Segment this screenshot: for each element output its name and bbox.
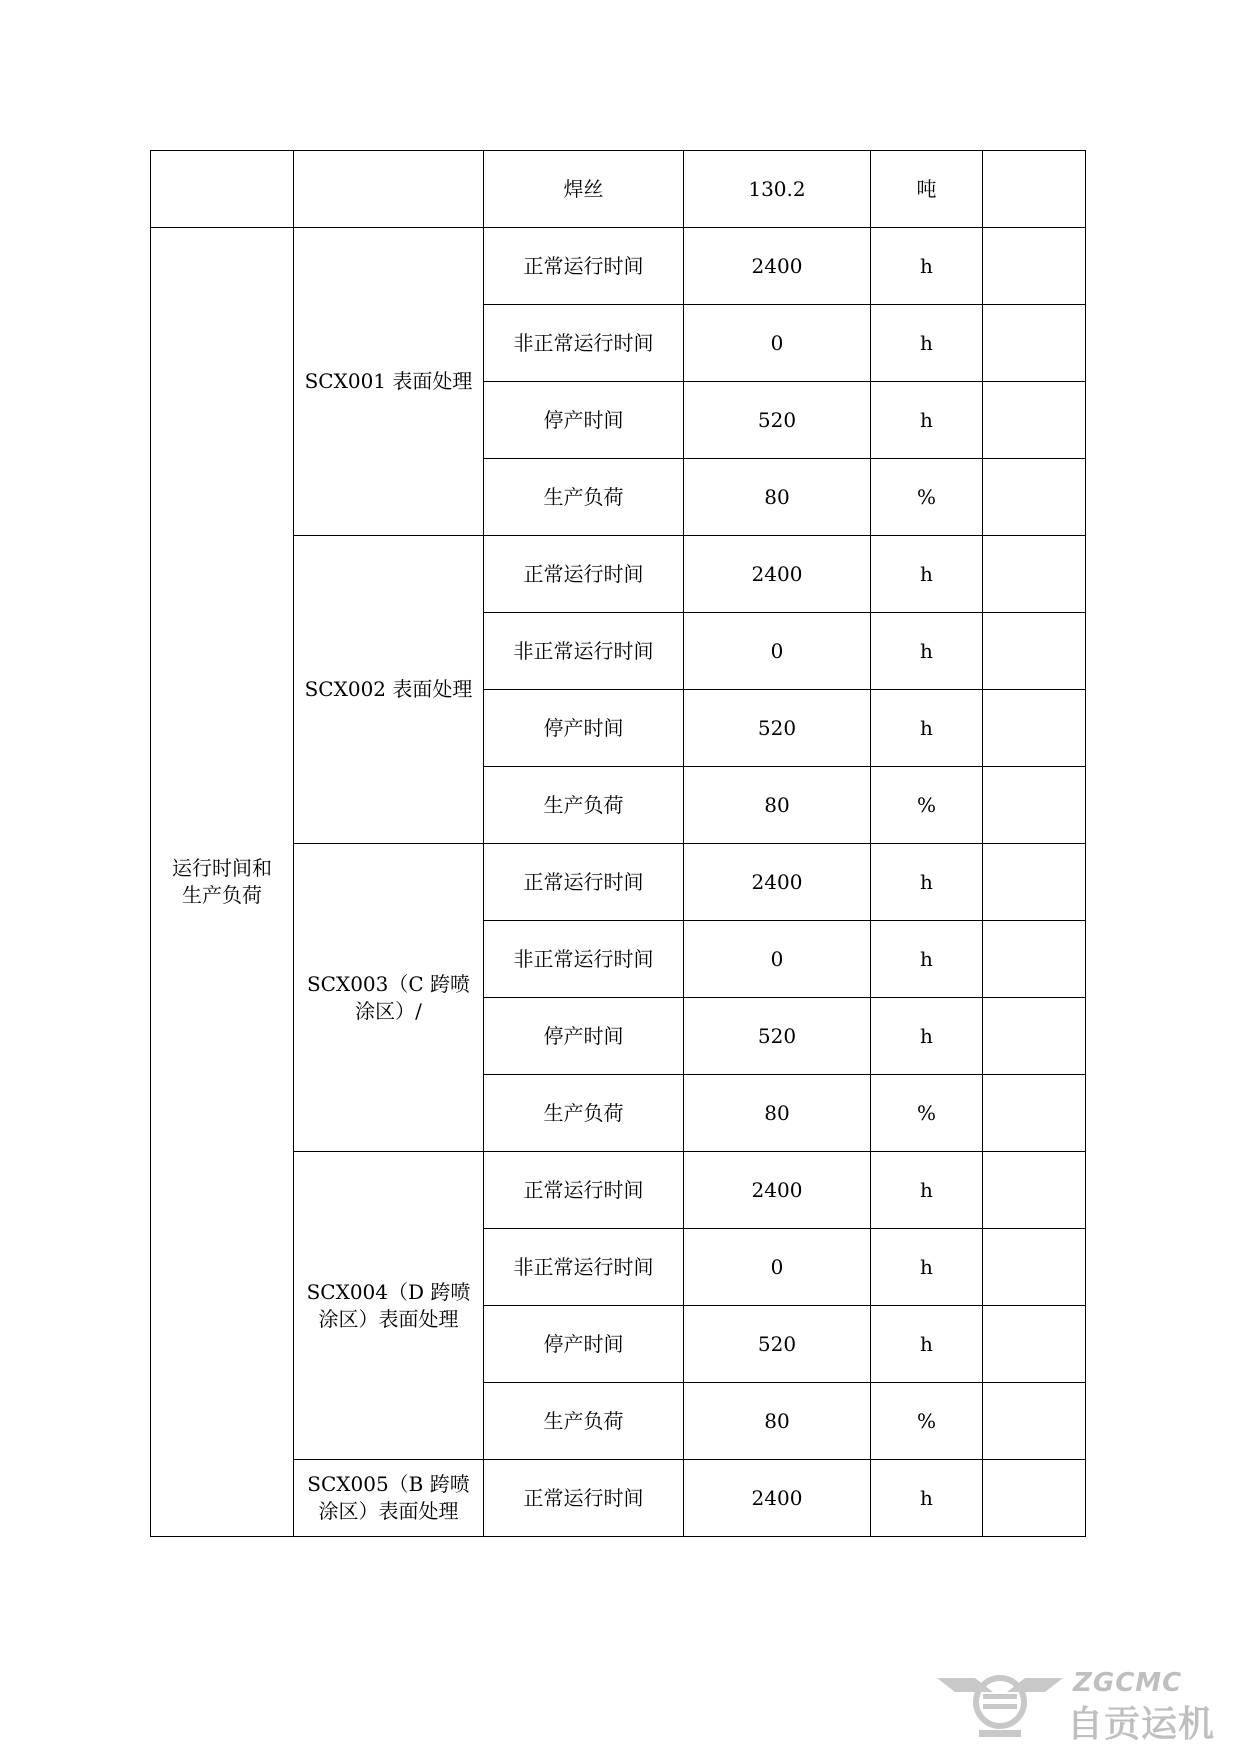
item-cell: 正常运行时间	[484, 228, 684, 305]
item-cell: 生产负荷	[484, 459, 684, 536]
item-cell: 生产负荷	[484, 1075, 684, 1152]
section-name-cell: SCX003（C 跨喷涂区）/	[294, 844, 484, 1152]
unit-cell: h	[871, 305, 983, 382]
value-cell: 0	[684, 1229, 871, 1306]
remark-cell	[983, 536, 1086, 613]
value-cell: 80	[684, 767, 871, 844]
item-cell: 生产负荷	[484, 1383, 684, 1460]
item-cell: 正常运行时间	[484, 844, 684, 921]
value-cell: 2400	[684, 1152, 871, 1229]
item-cell: 正常运行时间	[484, 1152, 684, 1229]
item-cell: 焊丝	[484, 151, 684, 228]
value-cell: 80	[684, 459, 871, 536]
unit-cell: h	[871, 228, 983, 305]
remark-cell	[983, 305, 1086, 382]
unit-cell: h	[871, 536, 983, 613]
value-cell: 520	[684, 382, 871, 459]
value-cell: 80	[684, 1383, 871, 1460]
item-cell: 停产时间	[484, 998, 684, 1075]
value-cell: 520	[684, 1306, 871, 1383]
remark-cell	[983, 1229, 1086, 1306]
remark-cell	[983, 151, 1086, 228]
value-cell: 520	[684, 690, 871, 767]
zgcmc-logo-icon	[935, 1672, 1065, 1742]
unit-cell: %	[871, 1383, 983, 1460]
remark-cell	[983, 1460, 1086, 1537]
table-row	[151, 228, 1086, 305]
data-table	[150, 150, 1086, 1537]
unit-cell: 吨	[871, 151, 983, 228]
item-cell: 非正常运行时间	[484, 613, 684, 690]
unit-cell: h	[871, 1229, 983, 1306]
group-label-cell: 运行时间和 生产负荷	[151, 228, 294, 1537]
item-cell: 停产时间	[484, 690, 684, 767]
unit-cell: %	[871, 459, 983, 536]
section-name-cell: SCX001 表面处理	[294, 228, 484, 536]
watermark	[935, 1668, 1235, 1748]
watermark-cjk: 自贡运机	[1067, 1704, 1216, 1745]
unit-cell: h	[871, 1460, 983, 1537]
item-cell: 正常运行时间	[484, 1460, 684, 1537]
unit-cell: h	[871, 921, 983, 998]
value-cell: 2400	[684, 1460, 871, 1537]
unit-cell: h	[871, 613, 983, 690]
value-cell: 0	[684, 305, 871, 382]
remark-cell	[983, 459, 1086, 536]
table-row	[151, 151, 1086, 228]
remark-cell	[983, 1075, 1086, 1152]
value-cell: 2400	[684, 844, 871, 921]
remark-cell	[983, 1152, 1086, 1229]
remark-cell	[983, 921, 1086, 998]
value-cell: 80	[684, 1075, 871, 1152]
item-cell: 停产时间	[484, 1306, 684, 1383]
remark-cell	[983, 690, 1086, 767]
value-cell: 2400	[684, 228, 871, 305]
unit-cell: h	[871, 382, 983, 459]
unit-cell: h	[871, 690, 983, 767]
watermark-latin: ZGCMC	[1073, 1668, 1183, 1698]
unit-cell: h	[871, 844, 983, 921]
remark-cell	[983, 228, 1086, 305]
remark-cell	[983, 613, 1086, 690]
remark-cell	[983, 382, 1086, 459]
value-cell: 0	[684, 613, 871, 690]
item-cell: 非正常运行时间	[484, 1229, 684, 1306]
value-cell: 0	[684, 921, 871, 998]
unit-cell: h	[871, 1306, 983, 1383]
unit-cell: h	[871, 998, 983, 1075]
remark-cell	[983, 1306, 1086, 1383]
item-cell: 正常运行时间	[484, 536, 684, 613]
section-name-cell: SCX005（B 跨喷涂区）表面处理	[294, 1460, 484, 1537]
remark-cell	[983, 844, 1086, 921]
value-cell: 130.2	[684, 151, 871, 228]
remark-cell	[983, 998, 1086, 1075]
empty-cell	[151, 151, 294, 228]
value-cell: 2400	[684, 536, 871, 613]
item-cell: 非正常运行时间	[484, 921, 684, 998]
section-name-cell: SCX004（D 跨喷涂区）表面处理	[294, 1152, 484, 1460]
table-body	[151, 151, 1086, 1537]
item-cell: 停产时间	[484, 382, 684, 459]
item-cell: 非正常运行时间	[484, 305, 684, 382]
value-cell: 520	[684, 998, 871, 1075]
section-name-cell: SCX002 表面处理	[294, 536, 484, 844]
item-cell: 生产负荷	[484, 767, 684, 844]
remark-cell	[983, 1383, 1086, 1460]
unit-cell: %	[871, 767, 983, 844]
unit-cell: h	[871, 1152, 983, 1229]
unit-cell: %	[871, 1075, 983, 1152]
empty-cell	[294, 151, 484, 228]
remark-cell	[983, 767, 1086, 844]
